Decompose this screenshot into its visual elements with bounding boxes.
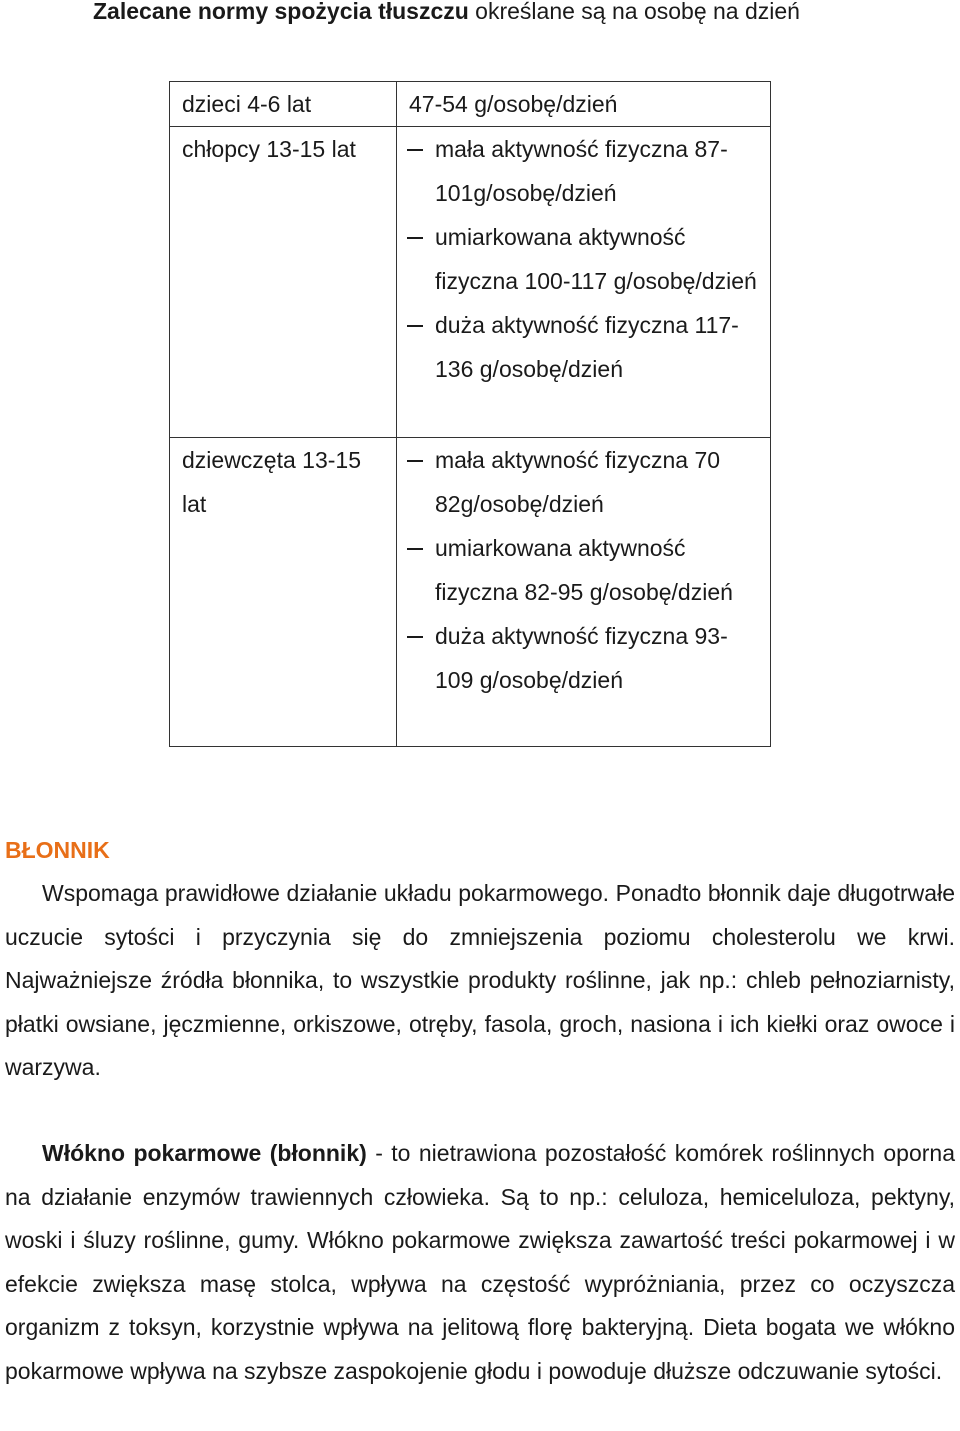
list-item: umiarkowana aktywność fizyczna 82-95 g/osobę/dzień — [407, 526, 757, 614]
group-label: dziewczęta 13-15 lat — [182, 447, 361, 517]
value-cell: 47-54 g/osobę/dzień — [397, 82, 771, 127]
group-cell — [170, 438, 397, 747]
value-cell — [397, 438, 771, 747]
table-row — [170, 438, 771, 747]
activity-list — [407, 127, 770, 391]
table-row — [170, 82, 771, 127]
table-row — [170, 127, 771, 438]
title-rest: określane są na osobę na dzień — [468, 0, 800, 24]
group-cell: dzieci 4-6 lat — [170, 82, 397, 127]
group-cell: chłopcy 13-15 lat — [170, 127, 397, 438]
list-item: duża aktywność fizyczna 117-136 g/osobę/dzień — [407, 303, 757, 391]
title-bold: Zalecane normy spożycia tłuszczu — [93, 0, 469, 24]
list-item: umiarkowana aktywność fizyczna 100-117 g/osobę/dzień — [407, 215, 757, 303]
fiber-definition-paragraph — [5, 1132, 955, 1393]
list-item: duża aktywność fizyczna 93-109 g/osobę/dzień — [407, 614, 757, 702]
fat-norms-table — [169, 81, 771, 747]
definition-term: Włókno pokarmowe (błonnik) — [42, 1140, 367, 1166]
list-item: mała aktywność fizyczna 70 82g/osobę/dzień — [407, 438, 757, 526]
section-heading: BŁONNIK — [5, 837, 110, 863]
value-cell — [397, 127, 771, 438]
page-title — [93, 0, 800, 25]
fiber-paragraph: Wspomaga prawidłowe działanie układu pokarmowego. Ponadto błonnik daje długotrwałe uczucie sytości i przyczynia się do zmniejszenia poziomu cholesterolu we krwi. Najważniejsze źródła błonnika, to wszystkie produkty roślinne, jak np.: chleb pełnoziarnisty, płatki owsiane, jęczmienne, orkiszowe, otręby, fasola, groch, nasiona i ich kiełki oraz owoce i warzywa. — [5, 880, 955, 1080]
activity-list — [407, 438, 770, 702]
list-item: mała aktywność fizyczna 87-101g/osobę/dzień — [407, 127, 757, 215]
definition-text: - to nietrawiona pozostałość komórek roślinnych oporna na działanie enzymów trawiennych człowieka. Są to np.: celuloza, hemiceluloza, pektyny, woski i śluzy roślinne, gumy. Włókno pokarmowe zwiększa zawartość treści pokarmowej i w efekcie zwiększa masę stolca, wpływa na częstość wypróżniania, przez co oczyszcza organizm z toksyn, korzystnie wpływa na jelitową florę bakteryjną. Dieta bogata we włókno pokarmowe wpływa na szybsze zaspokojenie głodu i powoduje dłuższe odczuwanie sytości. — [5, 1140, 955, 1384]
